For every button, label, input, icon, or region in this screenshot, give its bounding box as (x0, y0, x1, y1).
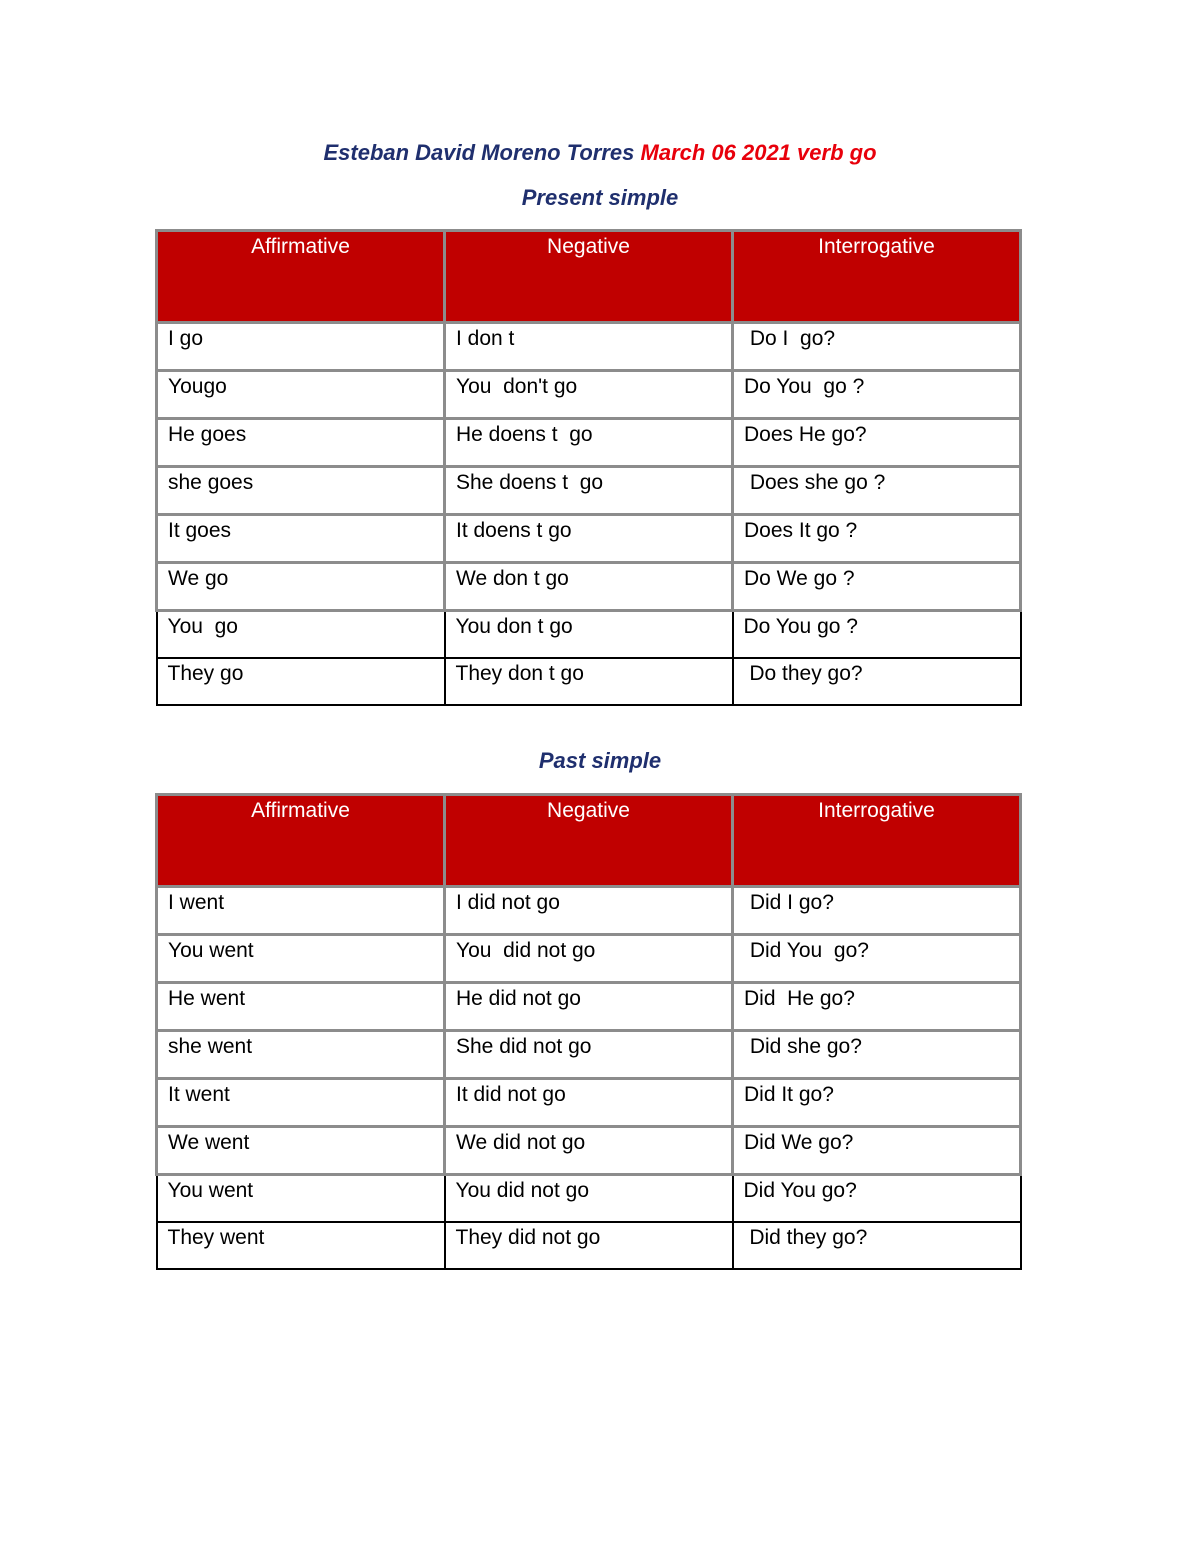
author-name: Esteban David Moreno Torres (323, 140, 635, 165)
table-row (157, 323, 1021, 371)
affirmative-cell: They went (157, 1222, 445, 1269)
negative-cell: She doens t go (445, 467, 733, 515)
table-row (157, 1175, 1021, 1222)
interrogative-cell: Did You go? (733, 1175, 1021, 1222)
negative-cell: They did not go (445, 1222, 733, 1269)
interrogative-cell: Does she go ? (733, 467, 1021, 515)
affirmative-cell: she went (157, 1031, 445, 1079)
past-simple-heading: Past simple (538, 748, 662, 773)
negative-cell: You don't go (445, 371, 733, 419)
table-row (157, 515, 1021, 563)
affirmative-cell: It goes (157, 515, 445, 563)
interrogative-cell: Do they go? (733, 658, 1021, 705)
negative-cell: She did not go (445, 1031, 733, 1079)
interrogative-cell: Do We go ? (733, 563, 1021, 611)
negative-cell: You did not go (445, 935, 733, 983)
table-row (157, 935, 1021, 983)
negative-cell: They don t go (445, 658, 733, 705)
affirmative-cell: You went (157, 1175, 445, 1222)
interrogative-cell: Did We go? (733, 1127, 1021, 1175)
column-header-affirmative: Affirmative (157, 231, 445, 323)
table-row (157, 419, 1021, 467)
present-simple-heading: Present simple (521, 185, 679, 210)
table-row (157, 467, 1021, 515)
affirmative-cell: He goes (157, 419, 445, 467)
interrogative-cell: Did It go? (733, 1079, 1021, 1127)
affirmative-cell: He went (157, 983, 445, 1031)
negative-cell: You don t go (445, 611, 733, 658)
negative-cell: It doens t go (445, 515, 733, 563)
table-row (157, 1127, 1021, 1175)
table-row (157, 371, 1021, 419)
negative-cell: I did not go (445, 887, 733, 935)
table-row (157, 983, 1021, 1031)
affirmative-cell: I went (157, 887, 445, 935)
table-row (157, 611, 1021, 658)
interrogative-cell: Did she go? (733, 1031, 1021, 1079)
table-row (157, 563, 1021, 611)
negative-cell: He doens t go (445, 419, 733, 467)
affirmative-cell: I go (157, 323, 445, 371)
column-header-interrogative: Interrogative (733, 231, 1021, 323)
affirmative-cell: she goes (157, 467, 445, 515)
interrogative-cell: Did they go? (733, 1222, 1021, 1269)
table-header-row (157, 231, 1021, 323)
interrogative-cell: Do You go ? (733, 371, 1021, 419)
negative-cell: He did not go (445, 983, 733, 1031)
interrogative-cell: Did He go? (733, 983, 1021, 1031)
affirmative-cell: You went (157, 935, 445, 983)
interrogative-cell: Do You go ? (733, 611, 1021, 658)
interrogative-cell: Does He go? (733, 419, 1021, 467)
table-row (157, 1222, 1021, 1269)
column-header-affirmative: Affirmative (157, 795, 445, 887)
table-row (157, 1031, 1021, 1079)
table-row (157, 887, 1021, 935)
negative-cell: We did not go (445, 1127, 733, 1175)
negative-cell: It did not go (445, 1079, 733, 1127)
past-simple-table (155, 793, 1022, 1270)
negative-cell: We don t go (445, 563, 733, 611)
table-row (157, 1079, 1021, 1127)
column-header-interrogative: Interrogative (733, 795, 1021, 887)
affirmative-cell: Yougo (157, 371, 445, 419)
table-row (157, 658, 1021, 705)
negative-cell: You did not go (445, 1175, 733, 1222)
column-header-negative: Negative (445, 231, 733, 323)
interrogative-cell: Do I go? (733, 323, 1021, 371)
affirmative-cell: It went (157, 1079, 445, 1127)
affirmative-cell: We go (157, 563, 445, 611)
affirmative-cell: We went (157, 1127, 445, 1175)
document-title (0, 138, 1200, 168)
present-simple-table (155, 229, 1022, 706)
negative-cell: I don t (445, 323, 733, 371)
interrogative-cell: Does It go ? (733, 515, 1021, 563)
table-header-row (157, 795, 1021, 887)
affirmative-cell: You go (157, 611, 445, 658)
affirmative-cell: They go (157, 658, 445, 705)
column-header-negative: Negative (445, 795, 733, 887)
interrogative-cell: Did You go? (733, 935, 1021, 983)
date-and-topic: March 06 2021 verb go (640, 140, 877, 165)
interrogative-cell: Did I go? (733, 887, 1021, 935)
